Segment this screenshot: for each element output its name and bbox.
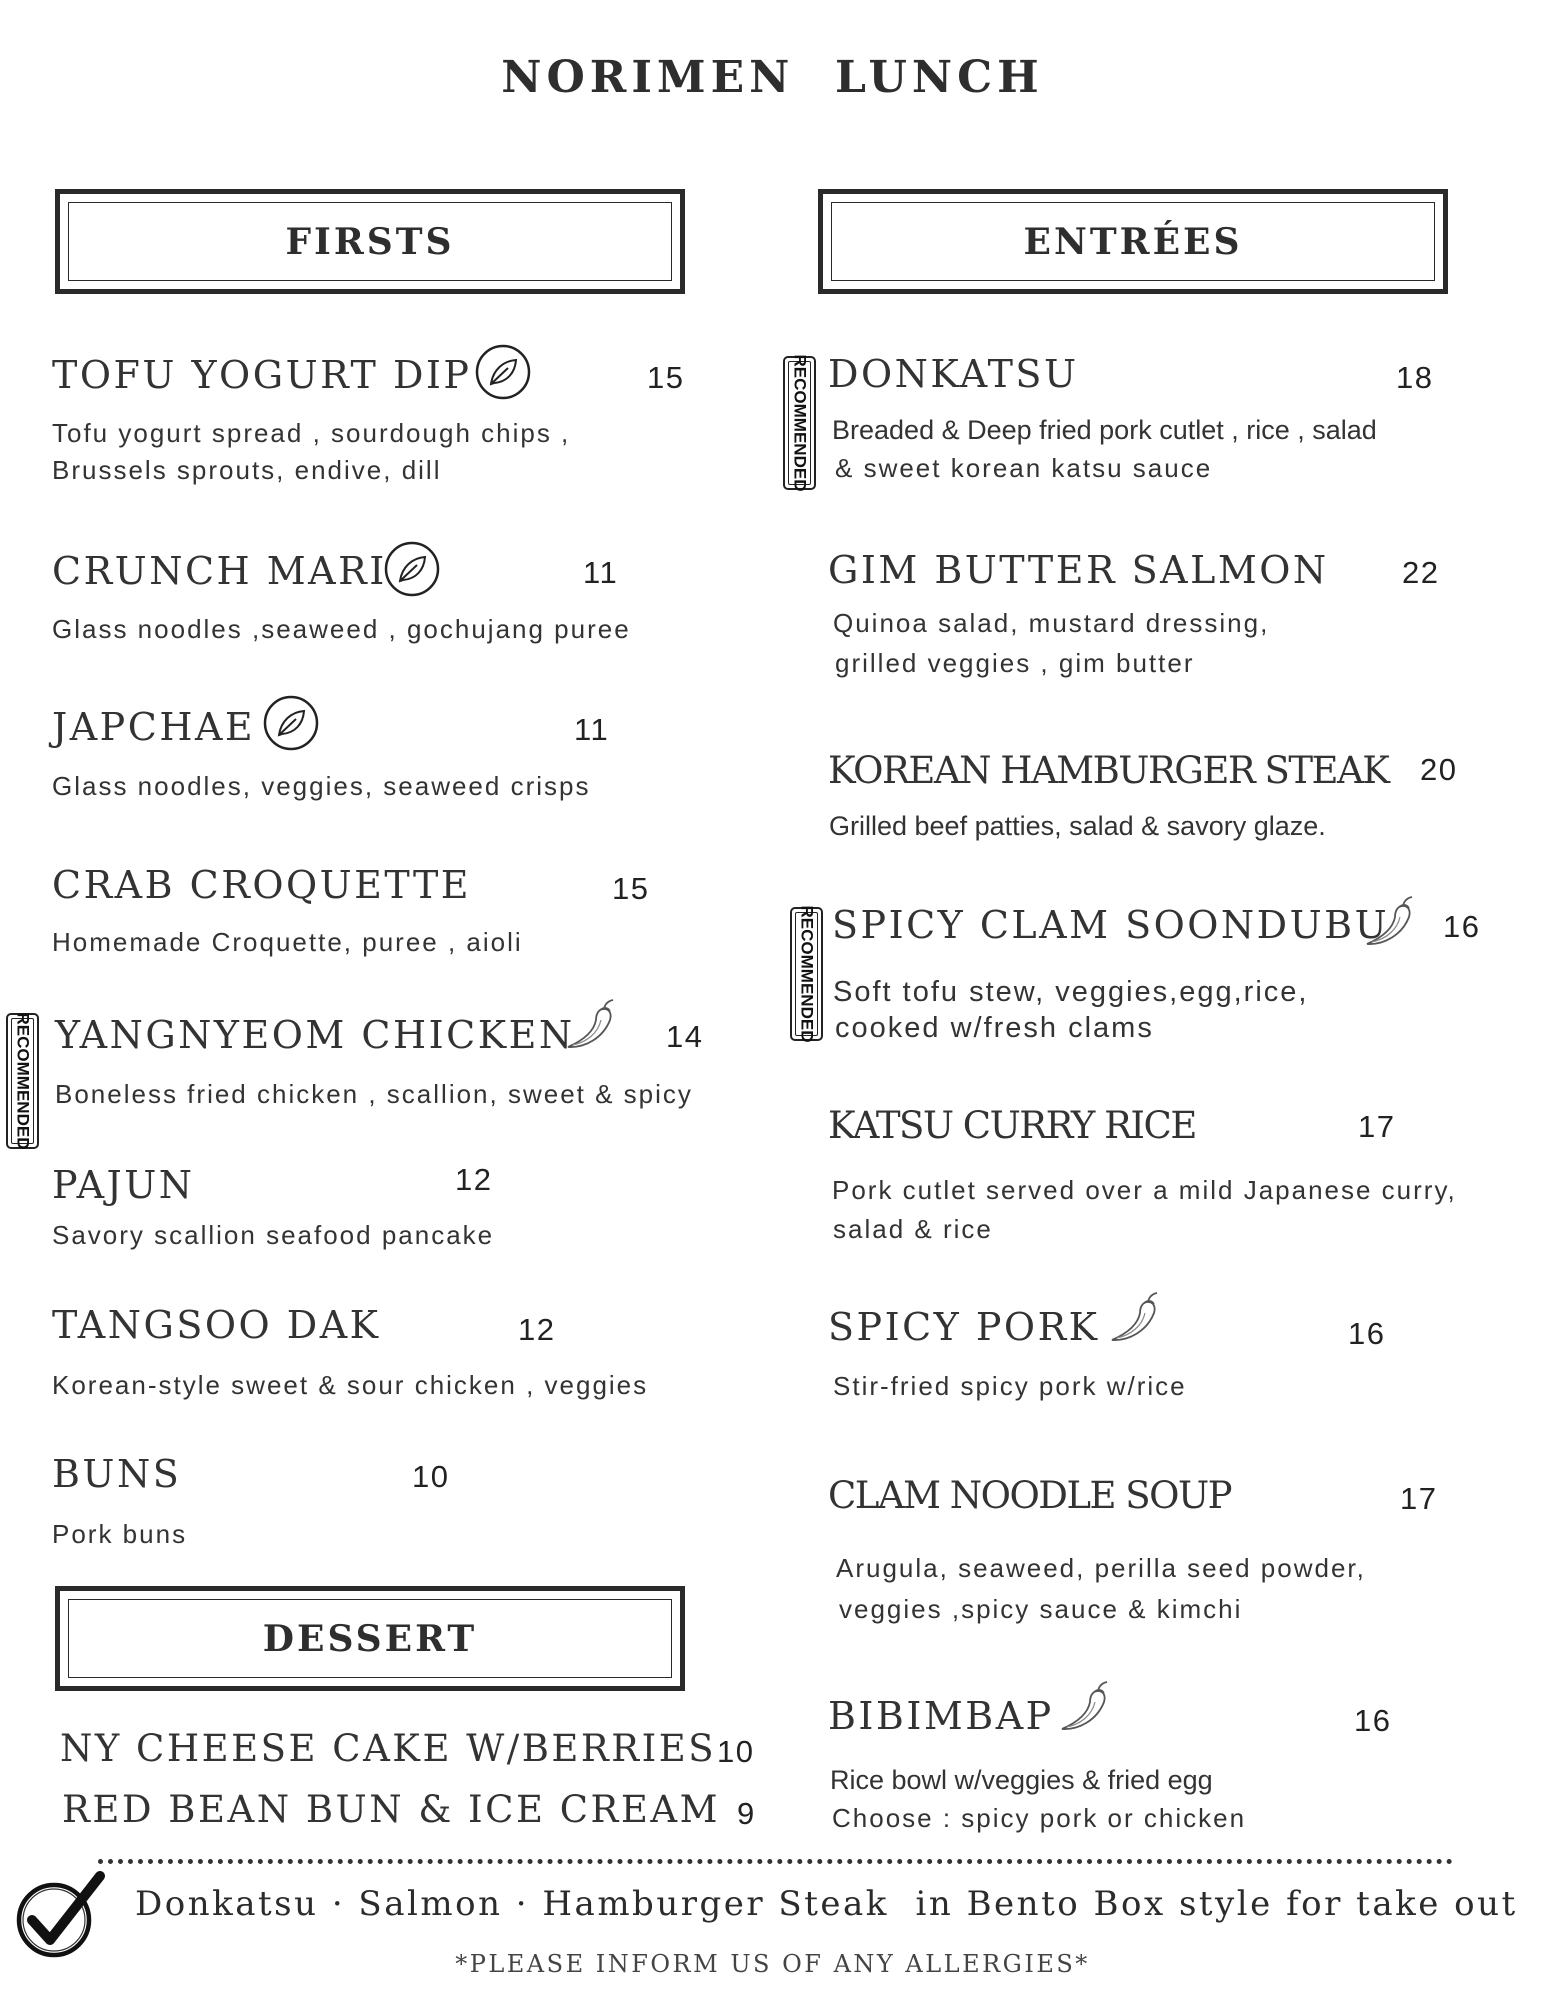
item-description: Homemade Croquette, puree , aioli [52, 927, 523, 957]
item-price: 15 [612, 871, 650, 906]
dessert-header-label: DESSERT [68, 1599, 672, 1678]
chili-pepper-icon [1362, 895, 1424, 951]
item-description: Arugula, seaweed, perilla seed powder, [836, 1553, 1366, 1583]
chili-pepper-icon [1057, 1680, 1119, 1736]
item-description: Choose : spicy pork or chicken [832, 1803, 1247, 1833]
dessert-name: NY CHEESE CAKE W/BERRIES [60, 1727, 717, 1770]
dessert-price: 9 [737, 1796, 756, 1831]
item-description: Glass noodles ,seaweed , gochujang puree [52, 614, 631, 644]
vegan-leaf-icon [474, 343, 532, 401]
recommended-badge-label: RECOMMENDED [13, 1012, 33, 1150]
dessert-header [55, 1586, 685, 1691]
item-name: GIM BUTTER SALMON [828, 548, 1329, 592]
allergy-notice: *PLEASE INFORM US OF ANY ALLERGIES* [455, 1950, 1090, 1978]
item-name: TANGSOO DAK [52, 1303, 381, 1347]
item-name: YANGNYEOM CHICKEN [55, 1013, 575, 1057]
item-price: 16 [1354, 1703, 1392, 1738]
chili-pepper-icon [1107, 1291, 1169, 1347]
item-price: 12 [518, 1312, 556, 1347]
item-description: Korean-style sweet & sour chicken , veggies [52, 1370, 649, 1400]
item-description: Tofu yogurt spread , sourdough chips , [52, 418, 571, 448]
footer-divider [98, 1859, 1453, 1864]
recommended-badge-label: RECOMMENDED [790, 354, 810, 492]
item-name: JAPCHAE [52, 705, 256, 749]
item-name: BUNS [52, 1452, 182, 1496]
item-price: 16 [1348, 1316, 1386, 1351]
vegan-leaf-icon [262, 694, 320, 752]
item-description: Brussels sprouts, endive, dill [52, 455, 442, 485]
item-description: Boneless fried chicken , scallion, sweet & spicy [55, 1079, 693, 1109]
item-description: cooked w/fresh clams [835, 1012, 1154, 1044]
item-name: KOREAN HAMBURGER STEAK [828, 749, 1389, 792]
firsts-header [55, 189, 685, 294]
item-description: Soft tofu stew, veggies,egg,rice, [833, 976, 1309, 1008]
chili-pepper-icon [563, 998, 625, 1054]
item-description: Pork cutlet served over a mild Japanese curry, [832, 1175, 1457, 1205]
item-description: & sweet korean katsu sauce [835, 453, 1213, 483]
item-price: 17 [1358, 1109, 1396, 1144]
item-price: 20 [1420, 752, 1458, 787]
item-name: CRAB CROQUETTE [52, 863, 472, 907]
item-name: CRUNCH MARI [52, 549, 387, 593]
recommended-badge-label: RECOMMENDED [797, 905, 817, 1043]
item-description: veggies ,spicy sauce & kimchi [839, 1594, 1243, 1624]
item-description: grilled veggies , gim butter [835, 648, 1195, 678]
vegan-leaf-icon [383, 540, 441, 598]
recommended-badge [790, 907, 823, 1041]
item-description: Quinoa salad, mustard dressing, [833, 608, 1270, 638]
item-price: 18 [1396, 360, 1434, 395]
item-name: DONKATSU [828, 352, 1079, 396]
item-name: PAJUN [52, 1163, 195, 1207]
item-price: 22 [1402, 555, 1440, 590]
item-price: 11 [583, 555, 619, 590]
item-description: salad & rice [833, 1214, 993, 1244]
menu-title: NORIMEN LUNCH [501, 52, 1044, 103]
item-price: 14 [666, 1019, 704, 1054]
item-name: CLAM NOODLE SOUP [828, 1474, 1232, 1517]
item-name: TOFU YOGURT DIP [52, 353, 472, 397]
item-price: 11 [574, 712, 610, 747]
item-description: Breaded & Deep fried pork cutlet , rice , salad [832, 415, 1377, 445]
item-description: Stir-fried spicy pork w/rice [833, 1371, 1187, 1401]
item-description: Pork buns [52, 1519, 188, 1549]
dessert-price: 10 [717, 1734, 755, 1769]
item-name: BIBIMBAP [828, 1694, 1054, 1738]
item-price: 15 [647, 360, 685, 395]
item-name: SPICY PORK [828, 1305, 1100, 1349]
item-name: SPICY CLAM SOONDUBU [832, 903, 1390, 947]
item-price: 17 [1400, 1481, 1438, 1516]
dessert-name: RED BEAN BUN & ICE CREAM [62, 1788, 721, 1831]
item-description: Rice bowl w/veggies & fried egg [830, 1765, 1213, 1795]
item-name: KATSU CURRY RICE [828, 1104, 1196, 1147]
item-price: 16 [1443, 909, 1481, 944]
takeout-note: Donkatsu · Salmon · Hamburger Steak in Bento Box style for take out [135, 1884, 1518, 1924]
item-description: Glass noodles, veggies, seaweed crisps [52, 771, 591, 801]
entrees-header-label: ENTRÉES [831, 202, 1435, 281]
firsts-header-label: FIRSTS [68, 202, 672, 281]
recommended-badge [6, 1013, 39, 1149]
item-price: 12 [455, 1162, 493, 1197]
item-description: Grilled beef patties, salad & savory glaze. [829, 811, 1326, 841]
item-description: Savory scallion seafood pancake [52, 1220, 495, 1250]
entrees-header [818, 189, 1448, 294]
recommended-badge [783, 356, 816, 490]
item-price: 10 [412, 1459, 450, 1494]
